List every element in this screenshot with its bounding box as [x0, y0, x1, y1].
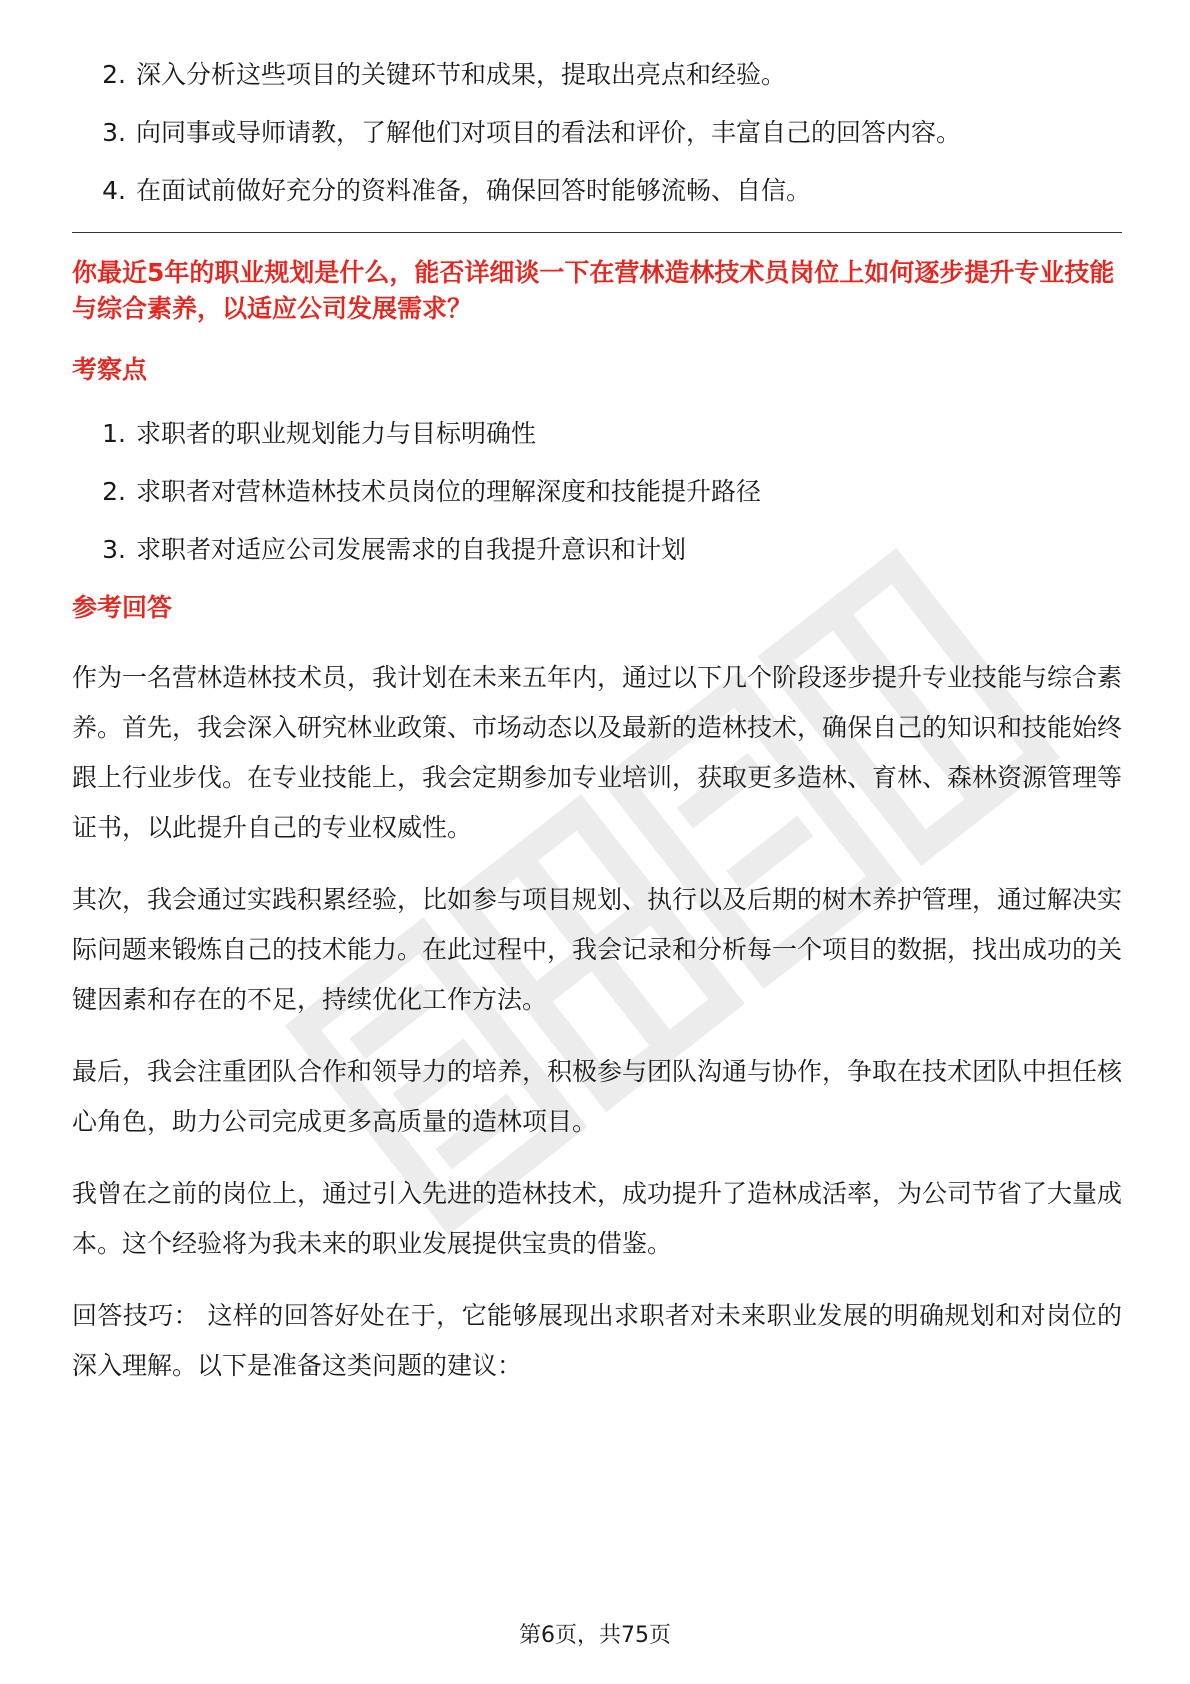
list-item-text: 求职者对营林造林技术员岗位的理解深度和技能提升路径 — [136, 477, 762, 506]
list-item-number: 2. — [102, 477, 126, 506]
answer-paragraph: 作为一名营林造林技术员，我计划在未来五年内，通过以下几个阶段逐步提升专业技能与综合素养。首先，我会深入研究林业政策、市场动态以及最新的造林技术，确保自己的知识和技能始终跟上行业步伐。在专业技能上，我会定期参加专业培训，获取更多造林、育林、森林资源管理等证书，以此提升自己的专业权威性。 — [72, 663, 1123, 842]
list-item-text: 求职者的职业规划能力与目标明确性 — [136, 419, 537, 448]
examination-points-heading: 考察点 — [72, 355, 148, 384]
list-item-number: 4. — [102, 176, 126, 205]
list-item-number: 2. — [102, 60, 126, 89]
list-item — [72, 174, 1122, 208]
document-content — [72, 58, 1122, 1413]
answer-tip-paragraph: 回答技巧： 这样的回答好处在于，它能够展现出求职者对未来职业发展的明确规划和对岗位的深入理解。以下是准备这类问题的建议： — [72, 1301, 1122, 1380]
section-divider — [72, 232, 1122, 233]
list-item-text: 在面试前做好充分的资料准备，确保回答时能够流畅、自信。 — [136, 176, 812, 205]
page-number: 第6页，共75页 — [519, 1623, 671, 1648]
list-item-number: 3. — [102, 118, 126, 147]
interview-question: 你最近5年的职业规划是什么，能否详细谈一下在营林造林技术员岗位上如何逐步提升专业技能与综合素养，以适应公司发展需求？ — [72, 258, 1115, 323]
list-item — [72, 533, 1122, 567]
list-item-text: 深入分析这些项目的关键环节和成果，提取出亮点和经验。 — [136, 60, 787, 89]
reference-answer-heading: 参考回答 — [72, 593, 173, 622]
examination-points-list — [72, 417, 1122, 567]
list-item — [72, 116, 1122, 150]
answer-paragraph: 我曾在之前的岗位上，通过引入先进的造林技术，成功提升了造林成活率，为公司节省了大量成本。这个经验将为我未来的职业发展提供宝贵的借鉴。 — [72, 1179, 1123, 1258]
answer-paragraph: 其次，我会通过实践积累经验，比如参与项目规划、执行以及后期的树木养护管理，通过解决实际问题来锻炼自己的技术能力。在此过程中，我会记录和分析每一个项目的数据，找出成功的关键因素和存在的不足，持续优化工作方法。 — [72, 885, 1123, 1014]
list-item-text: 求职者对适应公司发展需求的自我提升意识和计划 — [136, 535, 687, 564]
list-item-number: 1. — [102, 419, 126, 448]
list-item — [72, 475, 1122, 509]
list-item-text: 向同事或导师请教，了解他们对项目的看法和评价，丰富自己的回答内容。 — [136, 118, 962, 147]
answer-paragraph: 最后，我会注重团队合作和领导力的培养，积极参与团队沟通与协作，争取在技术团队中担任核心角色，助力公司完成更多高质量的造林项目。 — [72, 1057, 1123, 1136]
previous-tips-list — [72, 58, 1122, 208]
list-item-number: 3. — [102, 535, 126, 564]
list-item — [72, 58, 1122, 92]
list-item — [72, 417, 1122, 451]
